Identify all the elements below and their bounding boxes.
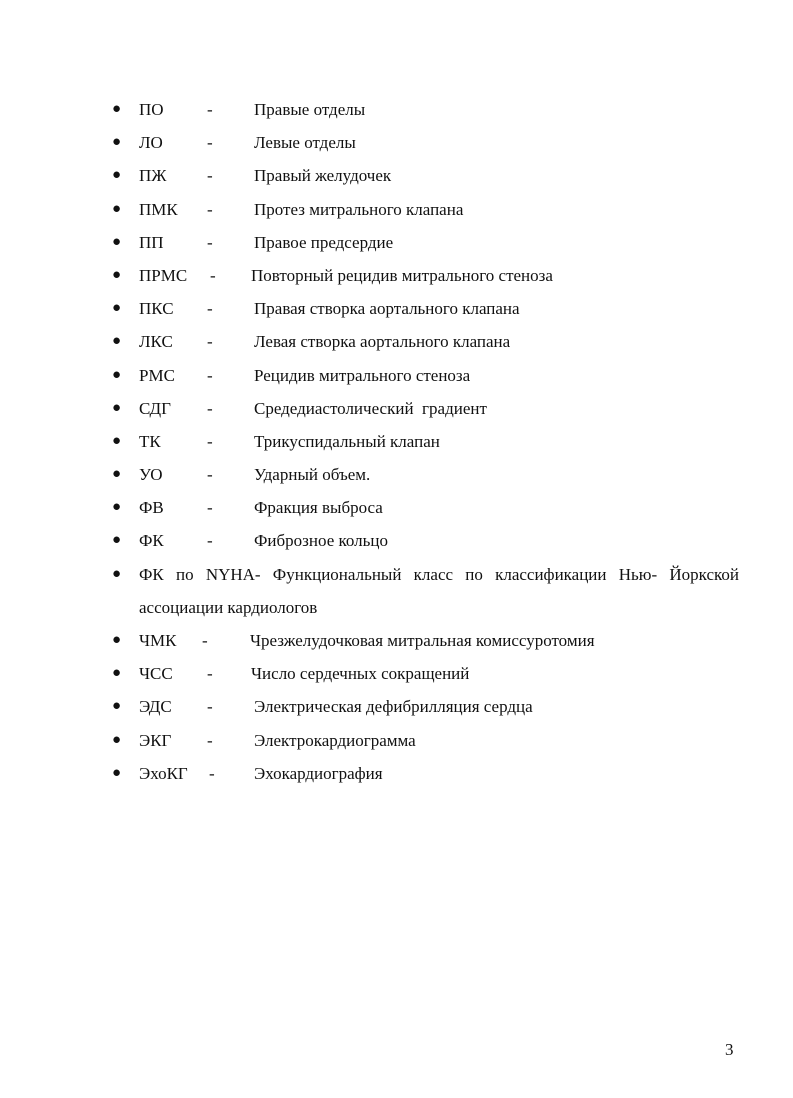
separator-dash: -	[207, 299, 213, 319]
list-item	[0, 359, 793, 392]
definition: Электрокардиограмма	[254, 730, 416, 750]
abbreviation: ПО	[139, 100, 164, 119]
bullet-icon: ●	[112, 632, 122, 649]
separator-dash: -	[207, 431, 213, 451]
abbreviation: ПП	[139, 232, 164, 252]
bullet-icon: ●	[112, 333, 122, 350]
definition: Фракция выброса	[254, 498, 383, 518]
list-item	[0, 491, 793, 524]
abbreviation: ЭхоКГ	[139, 763, 188, 783]
bullet-icon: ●	[112, 698, 122, 715]
abbreviation: СДГ	[139, 398, 171, 418]
separator-dash: -	[207, 365, 213, 385]
abbreviation: ПРМС	[139, 265, 188, 285]
list-item	[0, 558, 793, 624]
separator-dash: -	[209, 763, 215, 783]
list-item	[0, 93, 793, 126]
definition: Правая створка аортального клапана	[254, 299, 520, 319]
abbreviation: ЧМК	[139, 631, 177, 651]
separator-dash: -	[202, 631, 208, 651]
bullet-icon: ●	[112, 300, 122, 317]
definition-line-1: ФК по NYHA- Функциональный класс по классификации Нью- Йоркской	[139, 564, 739, 584]
list-item	[0, 392, 793, 425]
abbreviation: ЛКС	[139, 332, 173, 352]
abbreviation: ТК	[139, 431, 161, 451]
definition: Эхокардиография	[254, 763, 383, 783]
bullet-icon: ●	[112, 134, 122, 151]
separator-dash: -	[207, 398, 213, 418]
definition: Ударный объем.	[254, 465, 371, 485]
list-item	[0, 624, 793, 657]
list-item	[0, 458, 793, 491]
separator-dash: -	[207, 232, 213, 252]
abbreviation: УО	[139, 465, 163, 485]
bullet-icon: ●	[112, 731, 122, 748]
definition: Повторный рецидив митрального стеноза	[251, 265, 553, 285]
definition: Левые отделы	[254, 133, 356, 153]
abbreviation: ЧСС	[139, 664, 173, 684]
bullet-icon: ●	[112, 200, 122, 217]
bullet-icon: ●	[112, 399, 122, 416]
separator-dash: -	[207, 133, 213, 153]
abbreviation: ПЖ	[139, 166, 167, 186]
list-item	[0, 193, 793, 226]
list-item	[0, 724, 793, 757]
list-item	[0, 690, 793, 723]
definition: Фиброзное кольцо	[254, 531, 388, 551]
definition: Число сердечных сокращений	[251, 664, 470, 684]
bullet-icon: ●	[112, 466, 122, 483]
bullet-icon: ●	[112, 565, 122, 582]
abbreviation-list	[0, 93, 793, 790]
separator-dash: -	[207, 730, 213, 750]
separator-dash: -	[207, 199, 213, 219]
list-item	[0, 226, 793, 259]
bullet-icon: ●	[112, 167, 122, 184]
list-item	[0, 425, 793, 458]
definition: Правое предсердие	[254, 232, 394, 252]
bullet-icon: ●	[112, 233, 122, 250]
abbreviation: ЭДС	[139, 697, 172, 717]
abbreviation: ПМК	[139, 199, 178, 219]
definition: Левая створка аортального клапана	[254, 332, 511, 352]
list-item	[0, 757, 793, 790]
definition: Трикуспидальный клапан	[254, 431, 440, 451]
bullet-icon: ●	[112, 764, 122, 781]
list-item	[0, 292, 793, 325]
abbreviation: РМС	[139, 365, 175, 385]
list-item	[0, 259, 793, 292]
definition: Чрезжелудочковая митральная комиссуротомия	[250, 631, 595, 651]
list-item	[0, 159, 793, 192]
separator-dash: -	[207, 498, 213, 518]
abbreviation: ПКС	[139, 299, 174, 319]
separator-dash: -	[207, 531, 213, 551]
bullet-icon: ●	[112, 665, 122, 682]
bullet-icon: ●	[112, 101, 122, 117]
separator-dash: -	[207, 166, 213, 186]
page-number: 3	[725, 1040, 734, 1059]
separator-dash: -	[207, 332, 213, 352]
bullet-icon: ●	[112, 266, 122, 283]
definition: Протез митрального клапана	[254, 199, 464, 219]
bullet-icon: ●	[112, 432, 122, 449]
definition: Рецидив митрального стеноза	[254, 365, 471, 385]
definition: Правые отделы	[254, 100, 366, 119]
list-item	[0, 524, 793, 557]
definition-line-2: ассоциации кардиологов	[139, 597, 318, 617]
definition: Электрическая дефибрилляция сердца	[254, 697, 533, 717]
bullet-icon: ●	[112, 532, 122, 549]
separator-dash: -	[210, 265, 216, 285]
abbreviation: ФК	[139, 531, 164, 551]
list-item	[0, 657, 793, 690]
list-item	[0, 126, 793, 159]
list-item	[0, 325, 793, 358]
abbreviation: ЛО	[139, 133, 163, 153]
bullet-icon: ●	[112, 499, 122, 516]
bullet-icon: ●	[112, 366, 122, 383]
separator-dash: -	[207, 664, 213, 684]
definition: Средедиастолический градиент	[254, 398, 487, 418]
separator-dash: -	[207, 697, 213, 717]
abbreviation: ФВ	[139, 498, 164, 518]
abbreviation: ЭКГ	[139, 730, 172, 750]
definition: Правый желудочек	[254, 166, 392, 186]
separator-dash: -	[207, 465, 213, 485]
separator-dash: -	[207, 100, 213, 119]
